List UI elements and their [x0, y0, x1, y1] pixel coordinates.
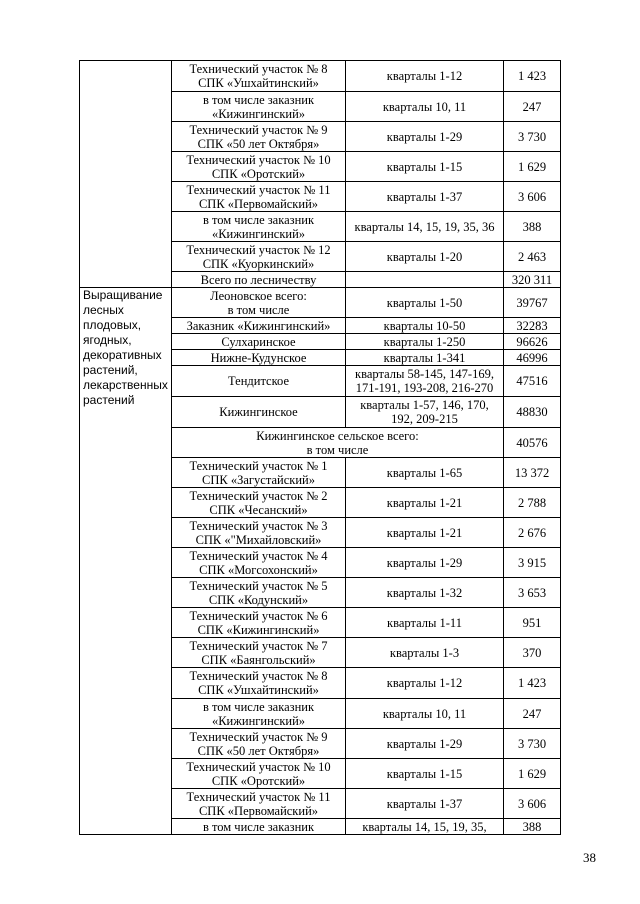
category-cell-empty [80, 61, 172, 288]
row-areas-cell: кварталы 58-145, 147-169, 171-191, 193-208, 216-270 [346, 366, 504, 397]
row-value-cell: 370 [504, 638, 561, 668]
row-value-cell: 3 730 [504, 729, 561, 759]
row-name-cell: Технический участок № 10 СПК «Оротский» [172, 759, 346, 789]
table-row [80, 61, 561, 92]
category-label: Выращивание лесных плодовых, ягодных, декоративных растений, лекарственных растений [83, 288, 168, 407]
row-value-cell: 46996 [504, 350, 561, 366]
row-areas-cell: кварталы 1-3 [346, 638, 504, 668]
row-value-cell: 1 423 [504, 61, 561, 92]
row-name-cell: Всего по лесничеству [172, 272, 346, 288]
row-name-cell: Кижингинское сельское всего: в том числе [172, 428, 504, 458]
row-areas-cell: кварталы 1-21 [346, 518, 504, 548]
row-areas-cell: кварталы 10, 11 [346, 699, 504, 729]
row-value-cell: 1 629 [504, 152, 561, 182]
row-name-cell: Леоновское всего: в том числе [172, 288, 346, 318]
row-name-cell: Технический участок № 2 СПК «Чесанский» [172, 488, 346, 518]
row-value-cell: 2 676 [504, 518, 561, 548]
row-value-cell: 951 [504, 608, 561, 638]
row-areas-cell: кварталы 1-21 [346, 488, 504, 518]
row-name-cell: Сулхаринское [172, 334, 346, 350]
row-value-cell: 388 [504, 819, 561, 835]
row-value-cell: 388 [504, 212, 561, 242]
category-cell [80, 288, 172, 835]
row-name-cell: Технический участок № 11 СПК «Первомайский» [172, 789, 346, 819]
row-value-cell: 1 423 [504, 668, 561, 699]
row-areas-cell: кварталы 1-37 [346, 182, 504, 212]
row-areas-cell: кварталы 1-12 [346, 668, 504, 699]
row-value-cell: 32283 [504, 318, 561, 334]
row-value-cell: 247 [504, 699, 561, 729]
row-name-cell: Технический участок № 9 СПК «50 лет Октября» [172, 729, 346, 759]
row-value-cell: 3 915 [504, 548, 561, 578]
row-areas-cell: кварталы 1-341 [346, 350, 504, 366]
row-value-cell: 320 311 [504, 272, 561, 288]
row-areas-cell: кварталы 14, 15, 19, 35, 36 [346, 212, 504, 242]
row-areas-cell: кварталы 1-15 [346, 759, 504, 789]
row-areas-cell: кварталы 1-57, 146, 170, 192, 209-215 [346, 397, 504, 428]
forestry-table [79, 60, 561, 835]
row-name-cell: Технический участок № 8 СПК «Ушхайтинский» [172, 668, 346, 699]
row-name-cell: Технический участок № 1 СПК «Загустайский» [172, 458, 346, 488]
row-areas-cell: кварталы 14, 15, 19, 35, [346, 819, 504, 835]
row-name-cell: Нижне-Кудунское [172, 350, 346, 366]
row-areas-cell: кварталы 1-250 [346, 334, 504, 350]
row-value-cell: 3 606 [504, 182, 561, 212]
row-areas-cell: кварталы 1-15 [346, 152, 504, 182]
row-name-cell: Технический участок № 11 СПК «Первомайский» [172, 182, 346, 212]
row-name-cell: в том числе заказник «Кижингинский» [172, 92, 346, 122]
row-areas-cell: кварталы 1-65 [346, 458, 504, 488]
row-name-cell: Технический участок № 7 СПК «Баянгольский» [172, 638, 346, 668]
table-row [80, 288, 561, 318]
row-areas-cell: кварталы 1-50 [346, 288, 504, 318]
row-value-cell: 3 606 [504, 789, 561, 819]
row-name-cell: Технический участок № 4 СПК «Могсохонский» [172, 548, 346, 578]
row-name-cell: в том числе заказник «Кижингинский» [172, 699, 346, 729]
row-value-cell: 47516 [504, 366, 561, 397]
row-areas-cell: кварталы 1-11 [346, 608, 504, 638]
row-areas-cell [346, 272, 504, 288]
row-value-cell: 247 [504, 92, 561, 122]
row-name-cell: Технический участок № 6 СПК «Кижингинский» [172, 608, 346, 638]
row-name-cell: в том числе заказник «Кижингинский» [172, 212, 346, 242]
row-value-cell: 39767 [504, 288, 561, 318]
row-areas-cell: кварталы 10, 11 [346, 92, 504, 122]
row-name-cell: Технический участок № 12 СПК «Куоркинский» [172, 242, 346, 272]
row-name-cell: Технический участок № 3 СПК «"Михайловский» [172, 518, 346, 548]
row-name-cell: Технический участок № 9 СПК «50 лет Октября» [172, 122, 346, 152]
row-name-cell: Заказник «Кижингинский» [172, 318, 346, 334]
row-value-cell: 2 463 [504, 242, 561, 272]
row-areas-cell: кварталы 1-32 [346, 578, 504, 608]
row-areas-cell: кварталы 1-12 [346, 61, 504, 92]
row-name-cell: Технический участок № 8 СПК «Ушхайтинский» [172, 61, 346, 92]
row-value-cell: 96626 [504, 334, 561, 350]
row-value-cell: 48830 [504, 397, 561, 428]
row-areas-cell: кварталы 1-29 [346, 729, 504, 759]
row-value-cell: 1 629 [504, 759, 561, 789]
page-number: 38 [583, 850, 596, 865]
row-areas-cell: кварталы 10-50 [346, 318, 504, 334]
row-areas-cell: кварталы 1-20 [346, 242, 504, 272]
row-areas-cell: кварталы 1-29 [346, 548, 504, 578]
row-value-cell: 3 730 [504, 122, 561, 152]
row-name-cell: Кижингинское [172, 397, 346, 428]
row-name-cell: Технический участок № 10 СПК «Оротский» [172, 152, 346, 182]
row-value-cell: 40576 [504, 428, 561, 458]
row-name-cell: в том числе заказник [172, 819, 346, 835]
row-value-cell: 3 653 [504, 578, 561, 608]
row-name-cell: Тендитское [172, 366, 346, 397]
row-areas-cell: кварталы 1-29 [346, 122, 504, 152]
row-name-cell: Технический участок № 5 СПК «Кодунский» [172, 578, 346, 608]
row-value-cell: 13 372 [504, 458, 561, 488]
row-value-cell: 2 788 [504, 488, 561, 518]
row-areas-cell: кварталы 1-37 [346, 789, 504, 819]
